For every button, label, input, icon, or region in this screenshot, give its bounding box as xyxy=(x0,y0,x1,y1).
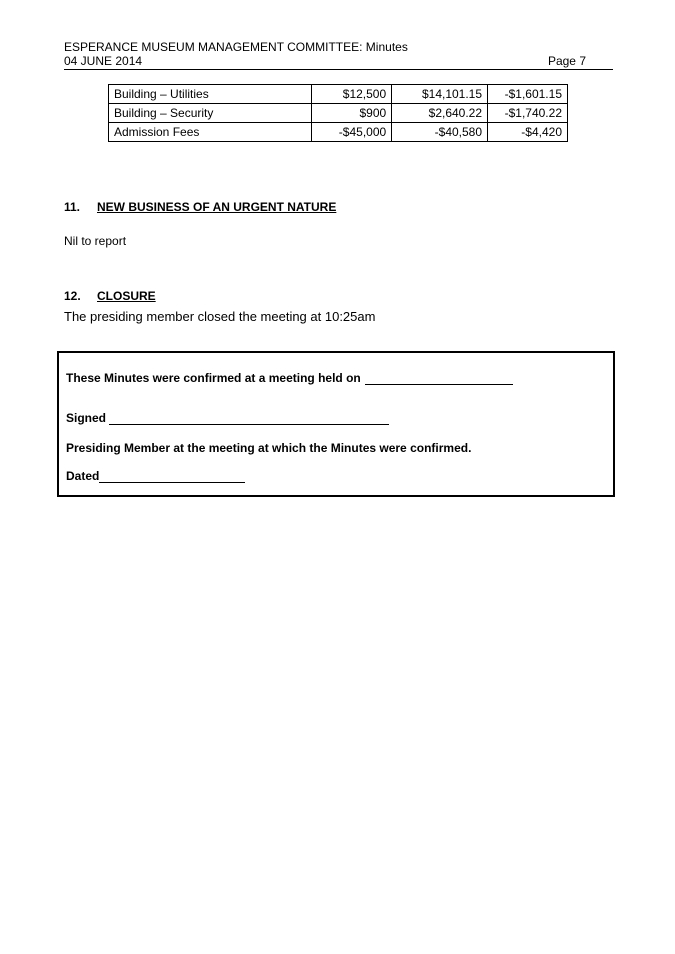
confirmed-text: These Minutes were confirmed at a meeting held on xyxy=(66,371,361,385)
section-title: NEW BUSINESS OF AN URGENT NATURE xyxy=(97,200,337,214)
item-cell: Admission Fees xyxy=(109,123,312,142)
budget-cell: $12,500 xyxy=(312,85,392,104)
section-11-heading xyxy=(64,200,336,214)
section-11-body: Nil to report xyxy=(64,234,127,248)
signed-line xyxy=(66,411,389,425)
variance-cell: -$4,420 xyxy=(488,123,568,142)
date-blank[interactable] xyxy=(99,470,245,483)
table-row xyxy=(109,104,568,123)
financial-table xyxy=(108,84,568,142)
section-12-heading xyxy=(64,289,156,303)
item-cell: Building – Utilities xyxy=(109,85,312,104)
actual-cell: $14,101.15 xyxy=(392,85,488,104)
header-meta-row xyxy=(64,54,613,70)
signed-label: Signed xyxy=(66,411,107,425)
dated-line xyxy=(66,469,245,483)
signature-blank[interactable] xyxy=(109,412,389,425)
meeting-date-blank[interactable] xyxy=(365,372,513,385)
table-row xyxy=(109,85,568,104)
variance-cell: -$1,601.15 xyxy=(488,85,568,104)
section-title: CLOSURE xyxy=(97,289,156,303)
confirmation-box xyxy=(57,351,615,497)
item-cell: Building – Security xyxy=(109,104,312,123)
budget-cell: $900 xyxy=(312,104,392,123)
actual-cell: -$40,580 xyxy=(392,123,488,142)
section-12-body: The presiding member closed the meeting at 10:25am xyxy=(64,309,376,324)
variance-cell: -$1,740.22 xyxy=(488,104,568,123)
table-row xyxy=(109,123,568,142)
dated-label: Dated xyxy=(66,469,100,483)
confirmed-line xyxy=(66,371,513,385)
section-number: 12. xyxy=(64,289,81,303)
page-number: Page 7 xyxy=(547,54,586,68)
page-header xyxy=(64,40,613,70)
presiding-text: Presiding Member at the meeting at which the Minutes were confirmed. xyxy=(66,441,472,455)
presiding-line xyxy=(66,441,471,455)
document-title: ESPERANCE MUSEUM MANAGEMENT COMMITTEE: Minutes xyxy=(64,40,408,54)
actual-cell: $2,640.22 xyxy=(392,104,488,123)
budget-cell: -$45,000 xyxy=(312,123,392,142)
meeting-date: 04 JUNE 2014 xyxy=(64,54,143,68)
section-number: 11. xyxy=(64,200,81,214)
